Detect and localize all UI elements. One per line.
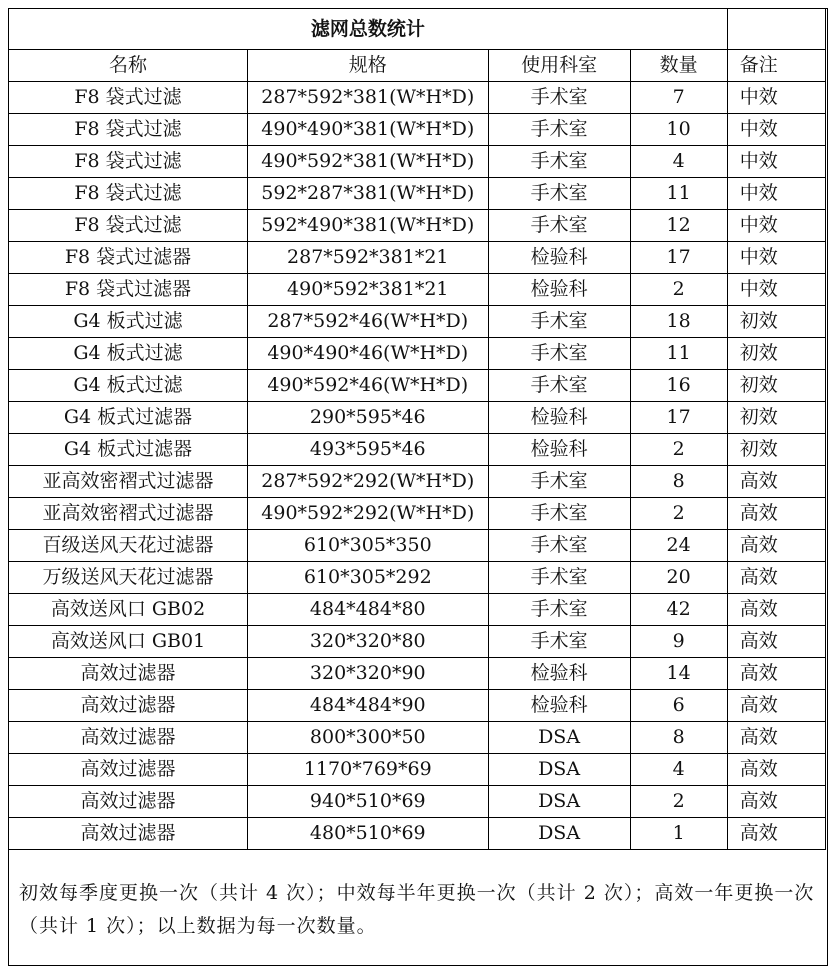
cell-name: G4 板式过滤器 [9, 402, 248, 434]
table-row [9, 530, 826, 562]
cell-note: 高效 [727, 498, 825, 530]
cell-name: F8 袋式过滤 [9, 146, 248, 178]
cell-spec: 490*592*381*21 [247, 274, 488, 306]
cell-dept: DSA [488, 722, 630, 754]
cell-name: G4 板式过滤器 [9, 434, 248, 466]
cell-spec: 320*320*90 [247, 658, 488, 690]
cell-spec: 287*592*381(W*H*D) [247, 82, 488, 114]
cell-name: 高效送风口 GB02 [9, 594, 248, 626]
cell-name: 高效过滤器 [9, 722, 248, 754]
table-title: 滤网总数统计 [9, 9, 728, 50]
cell-note: 初效 [727, 402, 825, 434]
cell-name: 高效过滤器 [9, 818, 248, 850]
cell-qty: 8 [630, 466, 727, 498]
cell-dept: 手术室 [488, 626, 630, 658]
table-row [9, 274, 826, 306]
cell-spec: 490*592*381(W*H*D) [247, 146, 488, 178]
table-row [9, 242, 826, 274]
cell-qty: 24 [630, 530, 727, 562]
cell-note: 初效 [727, 370, 825, 402]
cell-spec: 287*592*381*21 [247, 242, 488, 274]
cell-dept: DSA [488, 754, 630, 786]
table-row [9, 434, 826, 466]
cell-dept: DSA [488, 786, 630, 818]
table-row [9, 562, 826, 594]
cell-note: 初效 [727, 434, 825, 466]
cell-note: 高效 [727, 754, 825, 786]
cell-dept: DSA [488, 818, 630, 850]
table-row [9, 754, 826, 786]
cell-qty: 2 [630, 786, 727, 818]
cell-spec: 480*510*69 [247, 818, 488, 850]
cell-note: 中效 [727, 274, 825, 306]
cell-spec: 484*484*90 [247, 690, 488, 722]
cell-qty: 1 [630, 818, 727, 850]
cell-note: 中效 [727, 114, 825, 146]
cell-note: 中效 [727, 178, 825, 210]
cell-dept: 手术室 [488, 466, 630, 498]
cell-name: 百级送风天花过滤器 [9, 530, 248, 562]
cell-qty: 10 [630, 114, 727, 146]
header-note: 备注 [727, 50, 825, 82]
cell-note: 中效 [727, 146, 825, 178]
cell-note: 初效 [727, 338, 825, 370]
header-spec: 规格 [247, 50, 488, 82]
footnote: 初效每季度更换一次（共计 4 次）；中效每半年更换一次（共计 2 次）；高效一年更换一次（共计 1 次）；以上数据为每一次数量。 [19, 882, 815, 937]
table-row [9, 114, 826, 146]
cell-dept: 手术室 [488, 498, 630, 530]
cell-spec: 940*510*69 [247, 786, 488, 818]
cell-qty: 16 [630, 370, 727, 402]
cell-spec: 610*305*292 [247, 562, 488, 594]
cell-spec: 610*305*350 [247, 530, 488, 562]
table-row [9, 658, 826, 690]
header-name: 名称 [9, 50, 248, 82]
cell-note: 中效 [727, 82, 825, 114]
cell-qty: 12 [630, 210, 727, 242]
cell-name: F8 袋式过滤器 [9, 242, 248, 274]
cell-qty: 2 [630, 498, 727, 530]
cell-name: F8 袋式过滤器 [9, 274, 248, 306]
cell-name: F8 袋式过滤 [9, 114, 248, 146]
cell-note: 高效 [727, 818, 825, 850]
cell-dept: 手术室 [488, 530, 630, 562]
header-row [9, 50, 826, 82]
cell-name: 亚高效密褶式过滤器 [9, 498, 248, 530]
table-row [9, 786, 826, 818]
cell-name: 亚高效密褶式过滤器 [9, 466, 248, 498]
cell-qty: 4 [630, 146, 727, 178]
cell-qty: 42 [630, 594, 727, 626]
cell-dept: 手术室 [488, 146, 630, 178]
table-row [9, 210, 826, 242]
cell-dept: 手术室 [488, 306, 630, 338]
cell-note: 高效 [727, 626, 825, 658]
cell-spec: 490*490*46(W*H*D) [247, 338, 488, 370]
cell-name: 万级送风天花过滤器 [9, 562, 248, 594]
table-row [9, 722, 826, 754]
cell-dept: 手术室 [488, 82, 630, 114]
cell-note: 高效 [727, 530, 825, 562]
cell-qty: 6 [630, 690, 727, 722]
header-qty: 数量 [630, 50, 727, 82]
cell-qty: 11 [630, 178, 727, 210]
cell-note: 高效 [727, 466, 825, 498]
cell-note: 高效 [727, 562, 825, 594]
cell-dept: 手术室 [488, 594, 630, 626]
table-row [9, 594, 826, 626]
cell-spec: 320*320*80 [247, 626, 488, 658]
table-row [9, 338, 826, 370]
cell-qty: 9 [630, 626, 727, 658]
table-row [9, 402, 826, 434]
cell-name: 高效过滤器 [9, 658, 248, 690]
table-row [9, 306, 826, 338]
cell-qty: 2 [630, 274, 727, 306]
cell-dept: 手术室 [488, 562, 630, 594]
cell-name: 高效过滤器 [9, 786, 248, 818]
cell-name: G4 板式过滤 [9, 338, 248, 370]
cell-name: F8 袋式过滤 [9, 210, 248, 242]
cell-note: 初效 [727, 306, 825, 338]
cell-name: 高效送风口 GB01 [9, 626, 248, 658]
cell-dept: 检验科 [488, 402, 630, 434]
table-row [9, 818, 826, 850]
cell-spec: 800*300*50 [247, 722, 488, 754]
cell-qty: 11 [630, 338, 727, 370]
cell-dept: 检验科 [488, 434, 630, 466]
cell-name: G4 板式过滤 [9, 370, 248, 402]
cell-qty: 20 [630, 562, 727, 594]
table-row [9, 626, 826, 658]
cell-name: F8 袋式过滤 [9, 178, 248, 210]
cell-qty: 17 [630, 402, 727, 434]
cell-qty: 17 [630, 242, 727, 274]
table-row [9, 178, 826, 210]
cell-dept: 检验科 [488, 658, 630, 690]
cell-note: 中效 [727, 210, 825, 242]
table-row [9, 370, 826, 402]
table-row [9, 146, 826, 178]
cell-spec: 1170*769*69 [247, 754, 488, 786]
cell-note: 高效 [727, 658, 825, 690]
cell-note: 高效 [727, 722, 825, 754]
cell-qty: 14 [630, 658, 727, 690]
cell-dept: 手术室 [488, 114, 630, 146]
cell-note: 高效 [727, 786, 825, 818]
table-row [9, 466, 826, 498]
cell-name: 高效过滤器 [9, 754, 248, 786]
cell-spec: 592*490*381(W*H*D) [247, 210, 488, 242]
cell-qty: 4 [630, 754, 727, 786]
cell-note: 中效 [727, 242, 825, 274]
cell-spec: 490*490*381(W*H*D) [247, 114, 488, 146]
cell-dept: 手术室 [488, 178, 630, 210]
cell-note: 高效 [727, 594, 825, 626]
cell-note: 高效 [727, 690, 825, 722]
cell-spec: 490*592*46(W*H*D) [247, 370, 488, 402]
cell-name: F8 袋式过滤 [9, 82, 248, 114]
cell-qty: 7 [630, 82, 727, 114]
cell-dept: 检验科 [488, 690, 630, 722]
table-row [9, 690, 826, 722]
table-row [9, 498, 826, 530]
filter-statistics-sheet [8, 8, 828, 966]
cell-spec: 290*595*46 [247, 402, 488, 434]
table-row [9, 82, 826, 114]
cell-spec: 484*484*80 [247, 594, 488, 626]
title-empty-cell [727, 9, 825, 50]
cell-name: G4 板式过滤 [9, 306, 248, 338]
cell-dept: 手术室 [488, 338, 630, 370]
cell-dept: 检验科 [488, 274, 630, 306]
cell-dept: 手术室 [488, 210, 630, 242]
cell-qty: 18 [630, 306, 727, 338]
cell-qty: 8 [630, 722, 727, 754]
cell-qty: 2 [630, 434, 727, 466]
cell-spec: 493*595*46 [247, 434, 488, 466]
cell-name: 高效过滤器 [9, 690, 248, 722]
cell-spec: 287*592*46(W*H*D) [247, 306, 488, 338]
cell-spec: 592*287*381(W*H*D) [247, 178, 488, 210]
cell-dept: 检验科 [488, 242, 630, 274]
filter-table [8, 8, 826, 850]
cell-spec: 490*592*292(W*H*D) [247, 498, 488, 530]
header-dept: 使用科室 [488, 50, 630, 82]
cell-dept: 手术室 [488, 370, 630, 402]
cell-spec: 287*592*292(W*H*D) [247, 466, 488, 498]
